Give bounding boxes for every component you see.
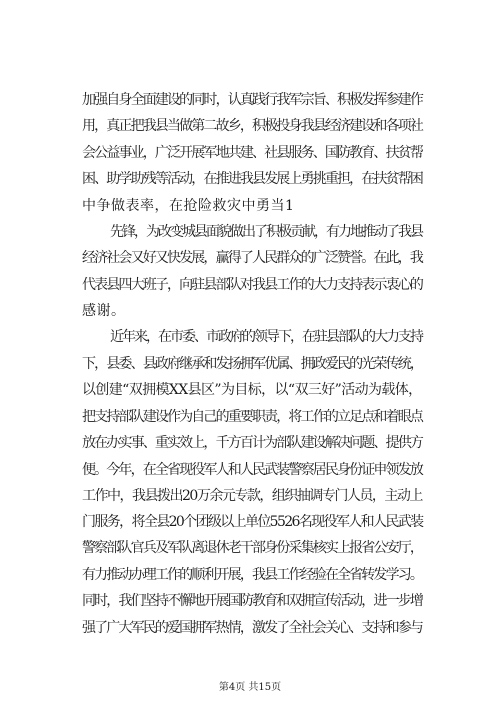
- paragraph-start-line: 先锋，为改变城县面貌做出了积极贡献，有力地推动了我县: [110, 224, 422, 240]
- text-line: 警察部队官兵及军队离退休老干部身份采集核实上报省公安厅，: [82, 540, 422, 556]
- text-line: 把支持部队建设作为自己的重要职责，将工作的立足点和着眼点: [82, 409, 422, 425]
- text-line: 代表县四大班子，向驻县部队对我县工作的大力支持表示衷心的: [82, 277, 422, 293]
- text-line: 用，真正把我县当做第二故乡，积极投身我县经济建设和各项社: [82, 118, 422, 134]
- text-line: 会公益事业，广泛开展军地共建、社县服务、国防教育、扶贫帮: [82, 145, 422, 161]
- text-line: 下，县委、县政府继承和发扬拥军优属、拥政爱民的光荣传统，: [82, 356, 422, 372]
- text-line: 工作中，我县拨出20万余元专款，组织抽调专门人员，主动上: [82, 488, 422, 504]
- text-line: 同时，我们坚持不懈地开展国防教育和双拥宣传活动，进一步增: [82, 593, 422, 609]
- text-line: 便。今年，在全省现役军人和人民武装警察居民身份证申领发放: [82, 462, 422, 478]
- text-line: 中争做表率，在抢险救灾中勇当1: [82, 198, 295, 214]
- text-line: 困、助学助残等活动，在推进我县发展上勇挑重担，在扶贫帮困: [82, 171, 422, 187]
- text-line: 加强自身全面建设的同时，认真践行我军宗旨、积极发挥参建作: [82, 92, 422, 108]
- text-line: 强了广大军民的爱国拥军热情，激发了全社会关心、支持和参与: [82, 620, 422, 636]
- text-line: 放在办实事、重实效上，千方百计为部队建设解决问题、提供方: [82, 435, 422, 451]
- text-line: 门服务，将全县20个团级以上单位5526名现役军人和人民武装: [82, 514, 423, 530]
- text-line: 经济社会又好又快发展，赢得了人民群众的广泛赞誉。在此，我: [82, 250, 422, 266]
- text-line: 有力推动办理工作的顺利开展，我县工作经验在全省转发学习。: [82, 567, 422, 583]
- page-number-footer: 第4页 共15页: [218, 682, 282, 693]
- text-line: 以创建“双拥模XX县区”为目标，以“双三好”活动为载体，: [82, 382, 422, 398]
- paragraph-start-line: 近年来，在市委、市政府的领导下，在驻县部队的大力支持: [110, 329, 422, 345]
- text-line: 感谢。: [82, 303, 126, 319]
